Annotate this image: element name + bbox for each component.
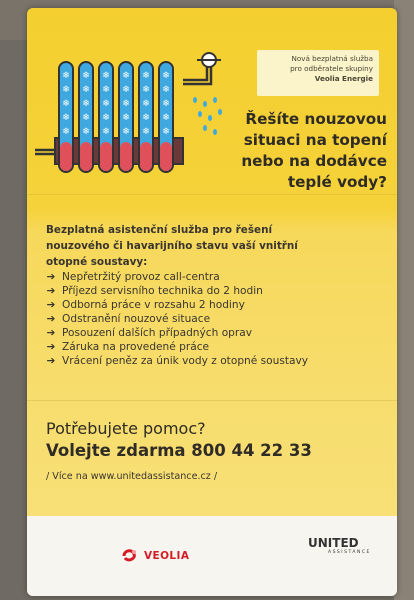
arrow-icon: ➔ xyxy=(46,341,56,353)
svg-text:❄: ❄ xyxy=(102,99,110,109)
svg-text:❄: ❄ xyxy=(142,71,150,81)
service-list xyxy=(46,270,366,368)
list-item-label: Odborná práce v rozsahu 2 hodiny xyxy=(62,299,245,311)
intro-text xyxy=(46,222,346,270)
svg-text:❄: ❄ xyxy=(82,85,90,95)
veolia-mark-icon xyxy=(122,548,140,564)
arrow-icon: ➔ xyxy=(46,313,56,325)
flyer-footer xyxy=(27,516,397,596)
headline-line: nebo na dodávce xyxy=(241,152,387,170)
badge-line: Nová bezplatná služba xyxy=(291,54,373,63)
svg-text:❄: ❄ xyxy=(162,99,170,109)
radiator-fin xyxy=(99,62,113,172)
svg-text:❄: ❄ xyxy=(62,71,70,81)
headline-line: teplé vody? xyxy=(287,173,387,191)
radiator-fin xyxy=(79,62,93,172)
badge-brand: Veolia Energie xyxy=(314,74,373,83)
veolia-wordmark: VEOLIA xyxy=(144,550,190,562)
service-badge xyxy=(257,50,379,96)
list-item-label: Odstranění nouzové situace xyxy=(62,313,211,325)
united-wordmark: UNITED xyxy=(308,536,359,550)
svg-text:❄: ❄ xyxy=(162,113,170,123)
phone-call-to-action[interactable]: Volejte zdarma 800 44 22 33 xyxy=(46,441,312,460)
svg-text:❄: ❄ xyxy=(122,71,130,81)
svg-text:❄: ❄ xyxy=(62,85,70,95)
svg-text:❄: ❄ xyxy=(82,71,90,81)
radiator-fin xyxy=(159,62,173,172)
intro-line: otopné soustavy: xyxy=(46,256,148,268)
list-item xyxy=(46,312,366,326)
radiator-fin xyxy=(139,62,153,172)
svg-text:❄: ❄ xyxy=(122,113,130,123)
svg-text:❄: ❄ xyxy=(122,99,130,109)
list-item xyxy=(46,270,366,284)
svg-text:❄: ❄ xyxy=(82,113,90,123)
headline xyxy=(219,109,387,193)
arrow-icon: ➔ xyxy=(46,355,56,367)
svg-text:❄: ❄ xyxy=(82,99,90,109)
svg-text:❄: ❄ xyxy=(142,127,150,137)
arrow-icon: ➔ xyxy=(46,285,56,297)
list-item-label: Záruka na provedené práce xyxy=(62,341,210,353)
svg-text:❄: ❄ xyxy=(142,99,150,109)
fold-line xyxy=(27,400,397,401)
svg-text:❄: ❄ xyxy=(122,85,130,95)
intro-line: nouzového či havarijního stavu vaší vnitřní xyxy=(46,240,298,252)
svg-text:❄: ❄ xyxy=(142,113,150,123)
united-subtitle: ASSISTANCE xyxy=(328,550,371,555)
arrow-icon: ➔ xyxy=(46,327,56,339)
list-item-label: Příjezd servisního technika do 2 hodin xyxy=(62,285,263,297)
list-item-label: Posouzení dalších případných oprav xyxy=(62,327,253,339)
radiator-illustration xyxy=(35,42,245,192)
svg-text:❄: ❄ xyxy=(82,127,90,137)
list-item-label: Vrácení peněz za únik vody z otopné soustavy xyxy=(62,355,309,367)
arrow-icon: ➔ xyxy=(46,299,56,311)
list-item xyxy=(46,284,366,298)
list-item xyxy=(46,340,366,354)
veolia-logo xyxy=(122,548,189,564)
list-item xyxy=(46,298,366,312)
intro-line: Bezplatná asistenční služba pro řešení xyxy=(46,224,273,236)
svg-text:❄: ❄ xyxy=(102,71,110,81)
list-item xyxy=(46,354,366,368)
svg-text:❄: ❄ xyxy=(62,127,70,137)
radiator-fin xyxy=(119,62,133,172)
svg-text:❄: ❄ xyxy=(122,127,130,137)
website-link[interactable]: / Více na www.unitedassistance.cz / xyxy=(46,471,218,482)
united-assistance-logo xyxy=(308,536,388,555)
fold-line xyxy=(27,194,397,195)
svg-text:❄: ❄ xyxy=(162,127,170,137)
radiator-fin xyxy=(59,62,73,172)
svg-text:❄: ❄ xyxy=(142,85,150,95)
svg-text:❄: ❄ xyxy=(102,127,110,137)
list-item-label: Nepřetržitý provoz call-centra xyxy=(62,271,220,283)
list-item xyxy=(46,326,366,340)
svg-text:❄: ❄ xyxy=(62,113,70,123)
svg-text:❄: ❄ xyxy=(162,71,170,81)
svg-text:❄: ❄ xyxy=(162,85,170,95)
svg-text:❄: ❄ xyxy=(102,85,110,95)
arrow-icon: ➔ xyxy=(46,271,56,283)
headline-line: Řešíte nouzovou xyxy=(245,110,387,128)
background-wall-right xyxy=(394,0,414,600)
svg-text:❄: ❄ xyxy=(62,99,70,109)
headline-line: situaci na topení xyxy=(243,131,387,149)
help-question: Potřebujete pomoc? xyxy=(46,419,206,438)
badge-line: pro odběratele skupiny xyxy=(290,64,373,73)
svg-text:❄: ❄ xyxy=(102,113,110,123)
